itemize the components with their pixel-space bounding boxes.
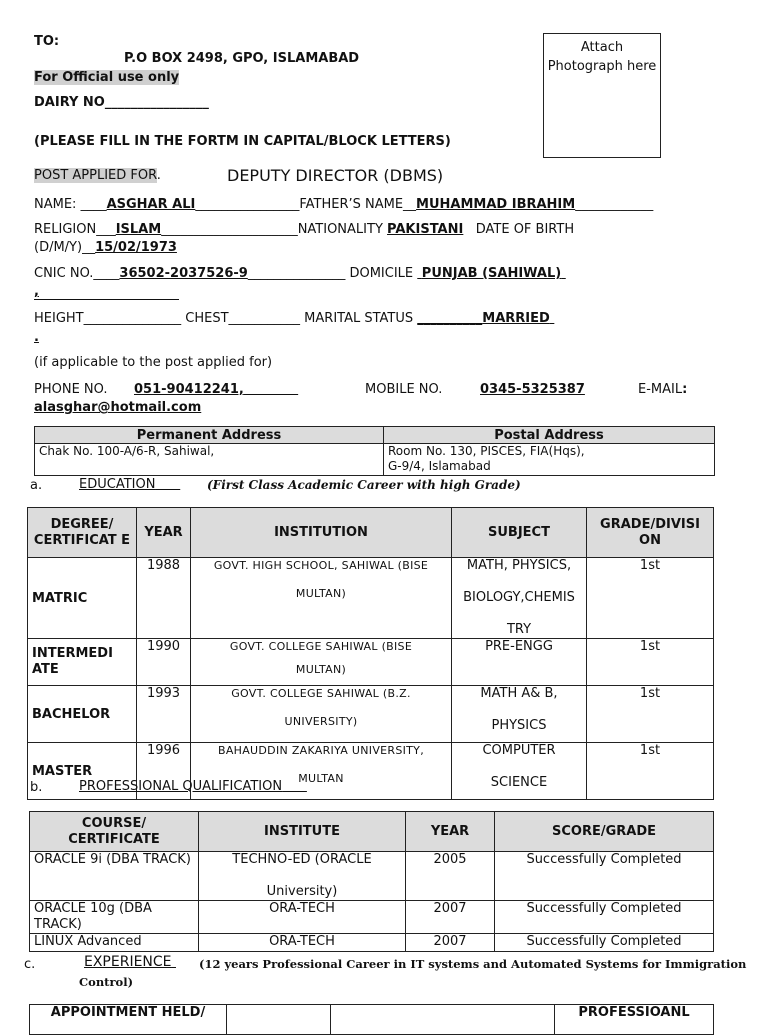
professional-header: PROFESSIOANL — [555, 1005, 714, 1035]
score-cell: Successfully Completed — [495, 852, 714, 901]
religion-value[interactable]: ISLAM — [115, 222, 162, 237]
table-row — [30, 852, 714, 901]
education-marker: a. — [30, 478, 43, 493]
official-use-label: For Official use only — [34, 70, 180, 85]
name-field[interactable]: ____ASGHAR ALI________________ — [80, 197, 300, 212]
dob-row — [34, 240, 177, 255]
post-applied-row — [34, 168, 161, 183]
cnic-row: CNIC NO.____36502-2037526-9_______________ DOMICILE PUNJAB (SAHIWAL) — [34, 266, 566, 281]
year-header: YEAR — [137, 508, 191, 558]
father-name-value[interactable]: MUHAMMAD IBRAHIM — [416, 197, 576, 212]
year-cell: 1993 — [137, 686, 191, 743]
postal-address-value[interactable]: Room No. 130, PISCES, FIA(Hqs), G-9/4, Islamabad — [384, 444, 715, 476]
religion-row: RELIGION___ISLAM_____________________NATIONALITY PAKISTANI DATE OF BIRTH — [34, 222, 575, 237]
table-row — [30, 934, 714, 952]
dairy-no-field[interactable]: DAIRY NO________________ — [34, 95, 209, 110]
experience-col2-header — [227, 1005, 331, 1035]
degree-cell: MATRIC — [28, 558, 137, 639]
email-label: E-MAIL: — [638, 382, 688, 397]
grade-header: GRADE/DIVISI ON — [587, 508, 714, 558]
name-row: NAME: ____ASGHAR ALI________________FATHER’S NAME__MUHAMMAD IBRAHIM____________ — [34, 197, 654, 212]
year-cell: 1990 — [137, 639, 191, 686]
year-header: YEAR — [406, 812, 495, 852]
score-cell: Successfully Completed — [495, 901, 714, 934]
mobile-value[interactable]: 0345-5325387 — [480, 382, 585, 397]
to-address: P.O BOX 2498, GPO, ISLAMABAD — [124, 51, 360, 66]
year-cell: 2007 — [406, 934, 495, 952]
education-table — [27, 507, 714, 800]
grade-cell: 1st — [587, 639, 714, 686]
domicile-continuation: , — [34, 284, 39, 299]
subject-cell: MATH A& B, PHYSICS — [452, 686, 587, 743]
instruction-text: (PLEASE FILL IN THE FORTM IN CAPITAL/BLOCK LETTERS) — [34, 134, 451, 149]
experience-col3-header — [331, 1005, 555, 1035]
professional-heading: PROFESSIONAL QUALIFICATION — [79, 779, 283, 794]
applicable-note: (if applicable to the post applied for) — [34, 355, 273, 370]
to-label: TO: — [34, 34, 60, 49]
domicile-underline — [34, 287, 179, 300]
phone-value[interactable]: 051-90412241, — [134, 382, 244, 397]
religion-label: RELIGION___ — [34, 222, 116, 237]
dob-label: DATE OF BIRTH — [475, 222, 575, 237]
table-row — [28, 558, 714, 639]
domicile-label: DOMICILE — [349, 266, 414, 281]
degree-cell: INTERMEDI ATE — [28, 639, 137, 686]
father-name-label: FATHER’S NAME__ — [299, 197, 417, 212]
subject-cell: MATH, PHYSICS, BIOLOGY,CHEMIS TRY — [452, 558, 587, 639]
degree-header: DEGREE/ CERTIFICAT E — [28, 508, 137, 558]
year-cell: 2005 — [406, 852, 495, 901]
post-applied-value[interactable]: DEPUTY DIRECTOR (DBMS) — [227, 166, 444, 185]
chest-field[interactable]: CHEST___________ — [185, 311, 301, 326]
institute-cell: TECHNO-ED (ORACLE University) — [199, 852, 406, 901]
table-row — [28, 686, 714, 743]
dob-format: (D/M/Y)__ — [34, 240, 96, 255]
year-cell: 1988 — [137, 558, 191, 639]
address-table — [34, 426, 715, 476]
institute-header: INSTITUTE — [199, 812, 406, 852]
name-label: NAME: — [34, 197, 77, 212]
experience-note: (12 years Professional Career in IT systems and Automated Systems for Immigration — [199, 957, 747, 971]
marital-continuation: . — [34, 330, 39, 345]
dob-value[interactable]: 15/02/1973 — [95, 240, 177, 255]
postal-address-header: Postal Address — [384, 427, 715, 444]
professional-table — [29, 811, 714, 952]
year-cell: 1996 — [137, 743, 191, 800]
year-cell: 2007 — [406, 901, 495, 934]
grade-cell: 1st — [587, 686, 714, 743]
domicile-value[interactable]: PUNJAB (SAHIWAL) — [421, 266, 562, 281]
email-value[interactable]: alasghar@hotmail.com — [34, 400, 202, 415]
experience-heading: EXPERIENCE — [84, 954, 172, 970]
course-cell: ORACLE 10g (DBA TRACK) — [30, 901, 199, 934]
score-cell: Successfully Completed — [495, 934, 714, 952]
mobile-label: MOBILE NO. — [365, 382, 443, 397]
experience-table — [29, 1004, 714, 1035]
nationality-label: NATIONALITY — [297, 222, 383, 237]
table-row — [28, 639, 714, 686]
institution-cell: GOVT. COLLEGE SAHIWAL (B.Z. UNIVERSITY) — [191, 686, 452, 743]
height-row — [34, 311, 554, 326]
nationality-value[interactable]: PAKISTANI — [387, 222, 464, 237]
cnic-value[interactable]: 36502-2037526-9 — [119, 266, 248, 281]
course-cell: LINUX Advanced — [30, 934, 199, 952]
institute-cell: ORA-TECH — [199, 934, 406, 952]
phone-label: PHONE NO. — [34, 382, 108, 397]
subject-cell: PRE-ENGG — [452, 639, 587, 686]
score-header: SCORE/GRADE — [495, 812, 714, 852]
marital-status-value[interactable]: __________MARRIED — [417, 311, 550, 326]
institution-cell: GOVT. HIGH SCHOOL, SAHIWAL (BISE MULTAN) — [191, 558, 452, 639]
grade-cell: 1st — [587, 743, 714, 800]
photograph-box: Attach Photograph here — [543, 33, 661, 158]
degree-cell: MASTER — [28, 743, 137, 800]
permanent-address-value[interactable]: Chak No. 100-A/6-R, Sahiwal, — [35, 444, 384, 476]
education-note: (First Class Academic Career with high Grade) — [207, 478, 521, 492]
table-row — [30, 901, 714, 934]
cnic-label: CNIC NO.____ — [34, 266, 120, 281]
post-applied-label: POST APPLIED FOR — [34, 168, 157, 183]
experience-marker: c. — [24, 957, 36, 972]
height-field[interactable]: HEIGHT_______________ — [34, 311, 182, 326]
professional-marker: b. — [30, 780, 43, 795]
grade-cell: 1st — [587, 558, 714, 639]
institution-cell: GOVT. COLLEGE SAHIWAL (BISE MULTAN) — [191, 639, 452, 686]
subject-header: SUBJECT — [452, 508, 587, 558]
education-heading: EDUCATION — [79, 477, 156, 492]
degree-cell: BACHELOR — [28, 686, 137, 743]
institution-header: INSTITUTION — [191, 508, 452, 558]
permanent-address-header: Permanent Address — [35, 427, 384, 444]
course-cell: ORACLE 9i (DBA TRACK) — [30, 852, 199, 901]
institute-cell: ORA-TECH — [199, 901, 406, 934]
appointment-header: APPOINTMENT HELD/ — [30, 1005, 227, 1035]
marital-status-label: MARITAL STATUS — [304, 311, 414, 326]
subject-cell: COMPUTER SCIENCE — [452, 743, 587, 800]
course-header: COURSE/ CERTIFICATE — [30, 812, 199, 852]
post-applied-period: . — [156, 168, 161, 183]
institution-cell: BAHAUDDIN ZAKARIYA UNIVERSITY, MULTAN — [191, 743, 452, 800]
experience-note-cont: Control) — [79, 975, 134, 989]
